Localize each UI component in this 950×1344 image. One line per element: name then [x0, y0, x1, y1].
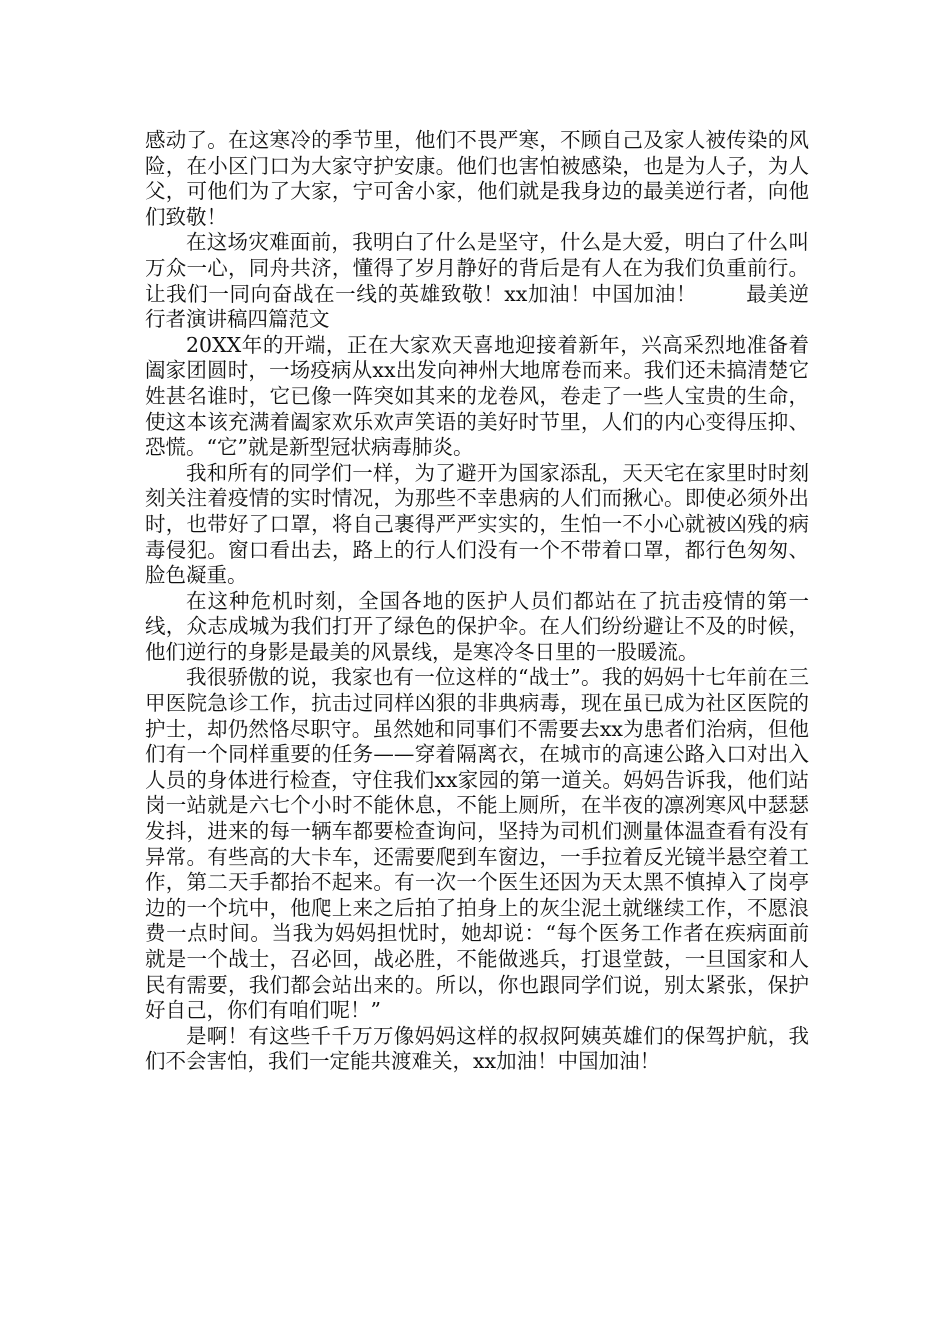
- document-body: [145, 128, 809, 1075]
- paragraph-7-text: 是啊！有这些千千万万像妈妈这样的叔叔阿姨英雄们的保驾护航，我们不会害怕，我们一定能共渡难关，xx加油！中国加油！: [145, 1023, 809, 1074]
- paragraph-7: [145, 1024, 809, 1075]
- document-title: 最美逆行者演讲稿四篇范文: [145, 281, 809, 332]
- paragraph-5-text: 在这种危机时刻，全国各地的医护人员们都站在了抗击疫情的第一线，众志成城为我们打开了绿色的保护伞。在人们纷纷避让不及的时候，他们逆行的身影是最美的风景线，是寒冷冬日里的一股暖流。: [145, 588, 809, 664]
- paragraph-2: [145, 230, 809, 332]
- paragraph-6-text: 我很骄傲的说，我家也有一位这样的“战士”。我的妈妈十七年前在三甲医院急诊工作，抗击过同样凶狠的非典病毒，现在虽已成为社区医院的护士，却仍然恪尽职守。虽然她和同事们不需要去xx为患者们治病，但他们有一个同样重要的任务——穿着隔离衣，在城市的高速公路入口对出入人员的身体进行检查，守住我们xx家园的第一道关。妈妈告诉我，他们站岗一站就是六七个小时不能休息，不能上厕所，在半夜的凛冽寒风中瑟瑟发抖，进来的每一辆车都要检查询问，坚持为司机们测量体温查看有没有异常。有些高的大卡车，还需要爬到车窗边，一手拉着反光镜半悬空着工作，第二天手都抬不起来。有一次一个医生还因为天太黑不慎掉入了岗亭边的一个坑中，他爬上来之后拍了拍身上的灰尘泥土就继续工作，不愿浪费一点时间。当我为妈妈担忧时，她却说：“每个医务工作者在疾病面前就是一个战士，召必回，战必胜，不能做逃兵，打退堂鼓，一旦国家和人民有需要，我们都会站出来的。所以，你也跟同学们说，别太紧张，保护好自己，你们有咱们呢！”: [145, 665, 809, 1023]
- paragraph-3-text: 20XX年的开端，正在大家欢天喜地迎接着新年，兴高采烈地准备着阖家团圆时，一场疫病从xx出发向神州大地席卷而来。我们还未搞清楚它姓甚名谁时，它已像一阵突如其来的龙卷风，卷走了一些人宝贵的生命，使这本该充满着阖家欢乐欢声笑语的美好时节里，人们的内心变得压抑、恐慌。“它”就是新型冠状病毒肺炎。: [145, 332, 809, 460]
- paragraph-4: [145, 461, 809, 589]
- paragraph-2-text: 在这场灾难面前，我明白了什么是坚守，什么是大爱，明白了什么叫万众一心，同舟共济，懂得了岁月静好的背后是有人在为我们负重前行。让我们一同向奋战在一线的英雄致敬！xx加油！中国加油！: [145, 230, 809, 306]
- paragraph-3: [145, 333, 809, 461]
- paragraph-4-text: 我和所有的同学们一样，为了避开为国家添乱，天天宅在家里时时刻刻关注着疫情的实时情况，为那些不幸患病的人们而揪心。即使必须外出时，也带好了口罩，将自己裹得严严实实的，生怕一不小心就被凶残的病毒侵犯。窗口看出去，路上的行人们没有一个不带着口罩，都行色匆匆、脸色凝重。: [145, 460, 809, 588]
- paragraph-6: [145, 665, 809, 1023]
- paragraph-1-text: 感动了。在这寒冷的季节里，他们不畏严寒，不顾自己及家人被传染的风险，在小区门口为大家守护安康。他们也害怕被感染，也是为人子，为人父，可他们为了大家，宁可舍小家，他们就是我身边的最美逆行者，向他们致敬！: [145, 128, 809, 229]
- paragraph-1: [145, 128, 809, 230]
- paragraph-5: [145, 589, 809, 666]
